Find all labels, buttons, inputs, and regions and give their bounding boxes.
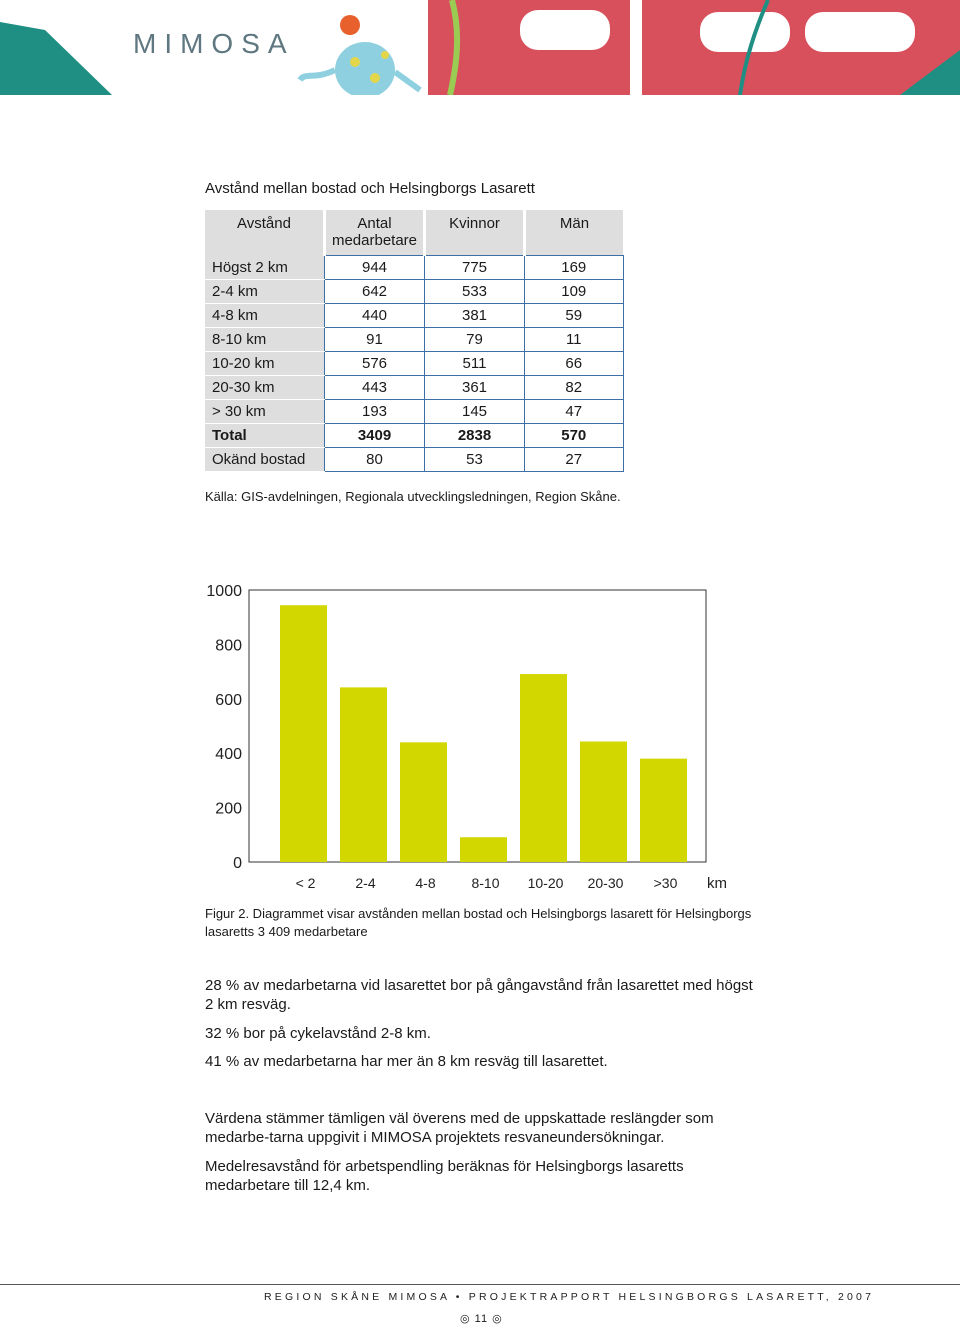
- y-tick-label: 800: [215, 637, 242, 655]
- table-title: Avstånd mellan bostad och Helsingborgs Lasarett: [205, 180, 535, 197]
- table-cell: 2838: [425, 424, 525, 448]
- table-row: [205, 448, 623, 472]
- table-row: [205, 280, 623, 304]
- row-label: 2-4 km: [205, 280, 325, 304]
- bar: [520, 674, 567, 862]
- table-row: [205, 376, 623, 400]
- logo-text: MIMOSA: [133, 28, 295, 59]
- column-header-employees: Antal medarbetare: [325, 210, 425, 256]
- bar: [640, 759, 687, 862]
- distance-table: [205, 210, 624, 472]
- table-cell: 533: [425, 280, 525, 304]
- table-cell: 381: [425, 304, 525, 328]
- bar: [340, 687, 387, 862]
- x-tick-label: 10-20: [527, 875, 564, 891]
- row-label: Total: [205, 424, 325, 448]
- paragraph-average: Medelresavstånd för arbetspendling beräknas för Helsingborgs lasaretts medarbetare till 12,4 km.: [205, 1158, 684, 1194]
- row-label: 20-30 km: [205, 376, 325, 400]
- bar: [460, 837, 507, 862]
- table-cell: 66: [525, 352, 624, 376]
- bar: [580, 742, 627, 862]
- table-cell: 80: [325, 448, 425, 472]
- table-cell: 511: [425, 352, 525, 376]
- table-row: [205, 256, 623, 280]
- column-header-women: Kvinnor: [425, 210, 525, 256]
- table-cell: 109: [525, 280, 624, 304]
- y-tick-label: 1000: [206, 583, 242, 600]
- figure-caption: Figur 2. Diagrammet visar avstånden mellan bostad och Helsingborgs lasarett för Helsingborgs lasaretts 3 409 medarbetare: [205, 906, 752, 939]
- row-label: Högst 2 km: [205, 256, 325, 280]
- table-cell: 642: [325, 280, 425, 304]
- table-cell: 193: [325, 400, 425, 424]
- table-row: [205, 328, 623, 352]
- row-label: 10-20 km: [205, 352, 325, 376]
- footer-divider: [0, 1284, 960, 1285]
- paragraph-over-8km: 41 % av medarbetarna har mer än 8 km resväg till lasarettet.: [205, 1053, 608, 1070]
- x-tick-label: 4-8: [415, 875, 436, 891]
- paragraph-survey: Värdena stämmer tämligen väl överens med de uppskattade reslängder som medarbe-tarna uppgivit i MIMOSA projektets resvaneundersökningar.: [205, 1110, 714, 1146]
- row-label: 4-8 km: [205, 304, 325, 328]
- x-tick-label: 20-30: [587, 875, 624, 891]
- table-cell: 27: [525, 448, 624, 472]
- table-cell: 59: [525, 304, 624, 328]
- table-row: [205, 424, 623, 448]
- row-label: Okänd bostad: [205, 448, 325, 472]
- table-cell: 53: [425, 448, 525, 472]
- table-source: Källa: GIS-avdelningen, Regionala utvecklingsledningen, Region Skåne.: [205, 489, 621, 504]
- x-tick-label: < 2: [295, 875, 316, 891]
- table-cell: 944: [325, 256, 425, 280]
- row-label: > 30 km: [205, 400, 325, 424]
- table-cell: 169: [525, 256, 624, 280]
- table-cell: 570: [525, 424, 624, 448]
- table-cell: 79: [425, 328, 525, 352]
- bar: [280, 605, 327, 862]
- table-cell: 145: [425, 400, 525, 424]
- table-cell: 576: [325, 352, 425, 376]
- table-cell: 775: [425, 256, 525, 280]
- bar-chart: [195, 570, 755, 900]
- x-tick-label: 2-4: [355, 875, 376, 891]
- x-tick-label: 8-10: [471, 875, 500, 891]
- header-banner: [0, 0, 960, 95]
- y-tick-label: 200: [215, 800, 242, 818]
- table-row: [205, 304, 623, 328]
- column-header-distance: Avstånd: [205, 210, 325, 256]
- table-cell: 82: [525, 376, 624, 400]
- y-tick-label: 0: [233, 855, 242, 872]
- row-label: 8-10 km: [205, 328, 325, 352]
- page-number: ◎ 11 ◎: [460, 1313, 503, 1325]
- paragraph-walking: 28 % av medarbetarna vid lasarettet bor på gångavstånd från lasarettet med högst 2 km resväg.: [205, 977, 753, 1013]
- table-cell: 443: [325, 376, 425, 400]
- table-cell: 440: [325, 304, 425, 328]
- x-tick-label: >30: [653, 875, 678, 891]
- y-tick-label: 600: [215, 691, 242, 709]
- table-cell: 3409: [325, 424, 425, 448]
- column-header-men: Män: [525, 210, 624, 256]
- y-tick-label: 400: [215, 746, 242, 764]
- table-row: [205, 352, 623, 376]
- footer-text: REGION SKÅNE MIMOSA • PROJEKTRAPPORT HELSINGBORGS LASARETT, 2007: [264, 1291, 875, 1303]
- paragraph-cycling: 32 % bor på cykelavstånd 2-8 km.: [205, 1025, 431, 1042]
- bar: [400, 742, 447, 862]
- x-axis-label: km: [707, 875, 727, 892]
- table-cell: 47: [525, 400, 624, 424]
- table-header-row: [205, 210, 623, 256]
- table-cell: 91: [325, 328, 425, 352]
- table-cell: 11: [525, 328, 624, 352]
- table-row: [205, 400, 623, 424]
- table-cell: 361: [425, 376, 525, 400]
